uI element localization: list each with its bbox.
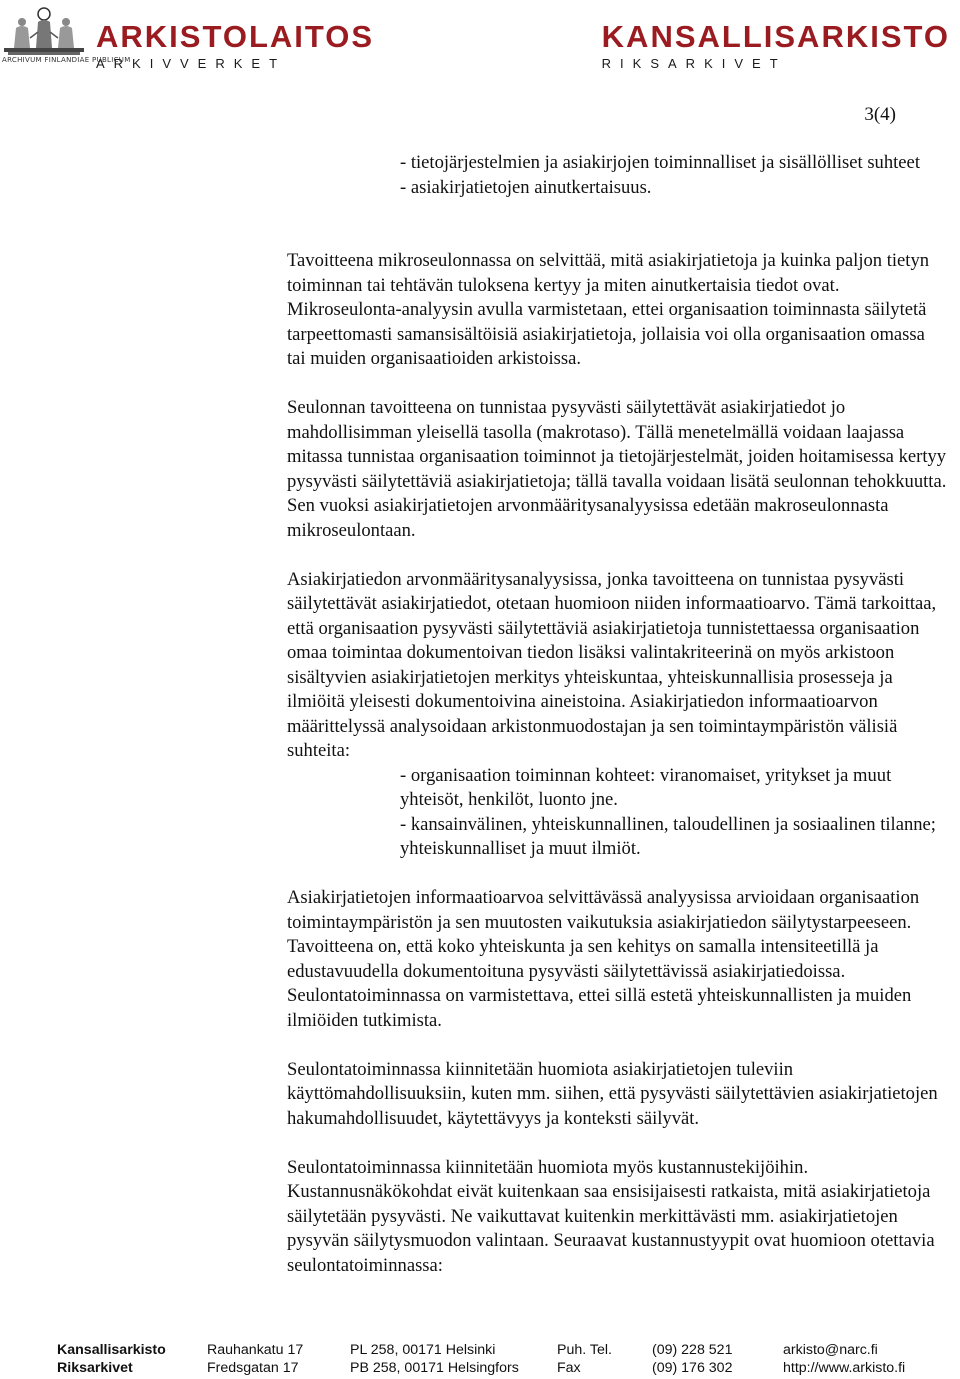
letterhead [0,0,960,80]
footer [57,1341,937,1377]
paragraph-kayttomahdollisuudet: Seulontatoiminnassa kiinnitetään huomiota asiakirjatietojen tuleviin käyttömahdollisuuksiin, kuten mm. siihen, että pysyvästi säilytettävien asiakirjatietojen hakumahdollisuudet, käytettävyys ja konteksti säilyvät. [287,1058,938,1129]
footer-fax-number: (09) 176 302 [652,1360,733,1376]
footer-pobox: PB 258, 00171 Helsingfors [350,1360,519,1376]
kansallisarkisto-logo [601,19,950,72]
seal-emblem-icon [2,4,86,64]
top-list [400,151,950,200]
footer-address: Fredsgatan 17 [207,1360,299,1376]
paragraph-informaatioarvo [287,568,947,862]
paragraph-mikroseulonta: Tavoitteena mikroseulonnassa on selvittää, mitä asiakirjatietoja ja kuinka paljon tietyn toiminnan tai tehtävän tuloksena kertyy ja miten ainutkertaisia tiedot ovat. Mikroseulonta-analyysin avulla varmistetaan, ettei organisaation toiminnasta säilytetä tarpeettomasti samansisältöisiä asiakirjatietoja, jollaisia voi olla organisaation omassa tai muiden organisaatioiden arkistoissa. [287,250,930,369]
footer-address: Rauhankatu 17 [207,1342,304,1358]
footer-phone-label: Puh. Tel. [557,1342,612,1358]
paragraph-kustannustekijat: Seulontatoiminnassa kiinnitetään huomiota myös kustannustekijöihin. Kustannusnäkökohdat eivät kuitenkaan saa ensisijaisesti ratkaista, mitä asiakirjatietoja säilytetään pysyvästi. Ne vaikuttavat kuitenkin merkittävästi mm. asiakirjatietojen pysyvän säilytysmuodon valintaan. Seuraavat kustannustyypit ovat huomioon otettavia seulontatoiminnassa: [287,1156,935,1276]
list-item: - kansainvälinen, yhteiskunnallinen, taloudellinen ja sosiaalinen tilanne; yhteiskunnalliset ja muut ilmiöt. [400,813,936,859]
list-item: - tietojärjestelmien ja asiakirjojen toiminnalliset ja sisällölliset suhteet [400,152,920,173]
footer-row-sv [57,1359,937,1377]
footer-row-fi [57,1341,937,1359]
relations-list [400,764,947,862]
paragraph-text: Asiakirjatiedon arvonmääritysanalyysissa, jonka tavoitteena on tunnistaa pysyvästi säilytettävät asiakirjatiedot, otetaan huomioon niiden informaatioarvo. Tämä tarkoittaa, että organisaation pysyvästi säilytettäviä asiakirjatietoja tunnistettaessa organisaation omaa toimintaa dokumentoivan tiedon lisäksi valintakriteerinä on myös arkistoon sisältyvien asiakirjatietojen merkitys yhteiskuntaa, yhteiskunnallisia prosesseja ja ilmiöitä yleisesti dokumentoivina aineistoina. Asiakirjatiedon informaatioarvon määrittelyssä analysoidaan arkistonmuodostajan ja sen toimintaympäristön välisiä suhteita: [287,568,937,761]
paragraph-makroseulonta: Seulonnan tavoitteena on tunnistaa pysyvästi säilytettävät asiakirjatiedot jo mahdollisimman yleisellä tasolla (makrotaso). Tällä menetelmällä voidaan laajassa mitassa tunnistaa organisaation toiminnot ja tietojärjestelmät, joiden hoitamisessa kertyy pysyvästi säilytettäviä asiakirjatietoja; tällä tavalla voidaan lisätä seulonnan tehokkuutta. Sen vuoksi asiakirjatietojen arvonmääritysanalyysissa edetään makroseulonnasta mikroseulontaan. [287,397,947,541]
kansallisarkisto-name: KANSALLISARKISTO [601,19,950,54]
footer-org: Kansallisarkisto [57,1342,166,1358]
list-item: - organisaation toiminnan kohteet: viranomaiset, yritykset ja muut yhteisöt, henkilöt, luonto jne. [400,764,892,810]
paragraph-toimintaymparisto: Asiakirjatietojen informaatioarvoa selvittävässä analyysissa arvioidaan organisaation toimintaympäristön ja sen muutosten vaikutuksia asiakirjatiedon säilytystarpeeseen. Tavoitteena on, että koko yhteiskunta ja sen kehitys on samalla intensiteetillä ja edustavuudella dokumentoituna pysyvästi säilytettävissä asiakirjatiedoissa. Seulontatoiminnassa on varmistettava, ettei sillä estetä yhteiskunnallisten ja muiden ilmiöiden tutkimista. [287,887,920,1031]
footer-fax-label: Fax [557,1360,581,1376]
seal-caption: ARCHIVUM FINLANDIAE PUBLICUM [2,56,131,64]
footer-pobox: PL 258, 00171 Helsinki [350,1342,496,1358]
page-number: 3(4) [864,104,896,125]
body-text [287,249,947,1278]
arkistolaitos-name: ARKISTOLAITOS [96,19,375,54]
footer-email[interactable]: arkisto@narc.fi [783,1342,878,1358]
footer-phone-number: (09) 228 521 [652,1342,733,1358]
list-item: - asiakirjatietojen ainutkertaisuus. [400,176,652,198]
footer-org: Riksarkivet [57,1360,133,1376]
riksarkivet-name: RIKSARKIVET [601,56,787,71]
footer-website[interactable]: http://www.arkisto.fi [783,1360,906,1376]
arkivverket-name: ARKIVVERKET [96,56,287,71]
